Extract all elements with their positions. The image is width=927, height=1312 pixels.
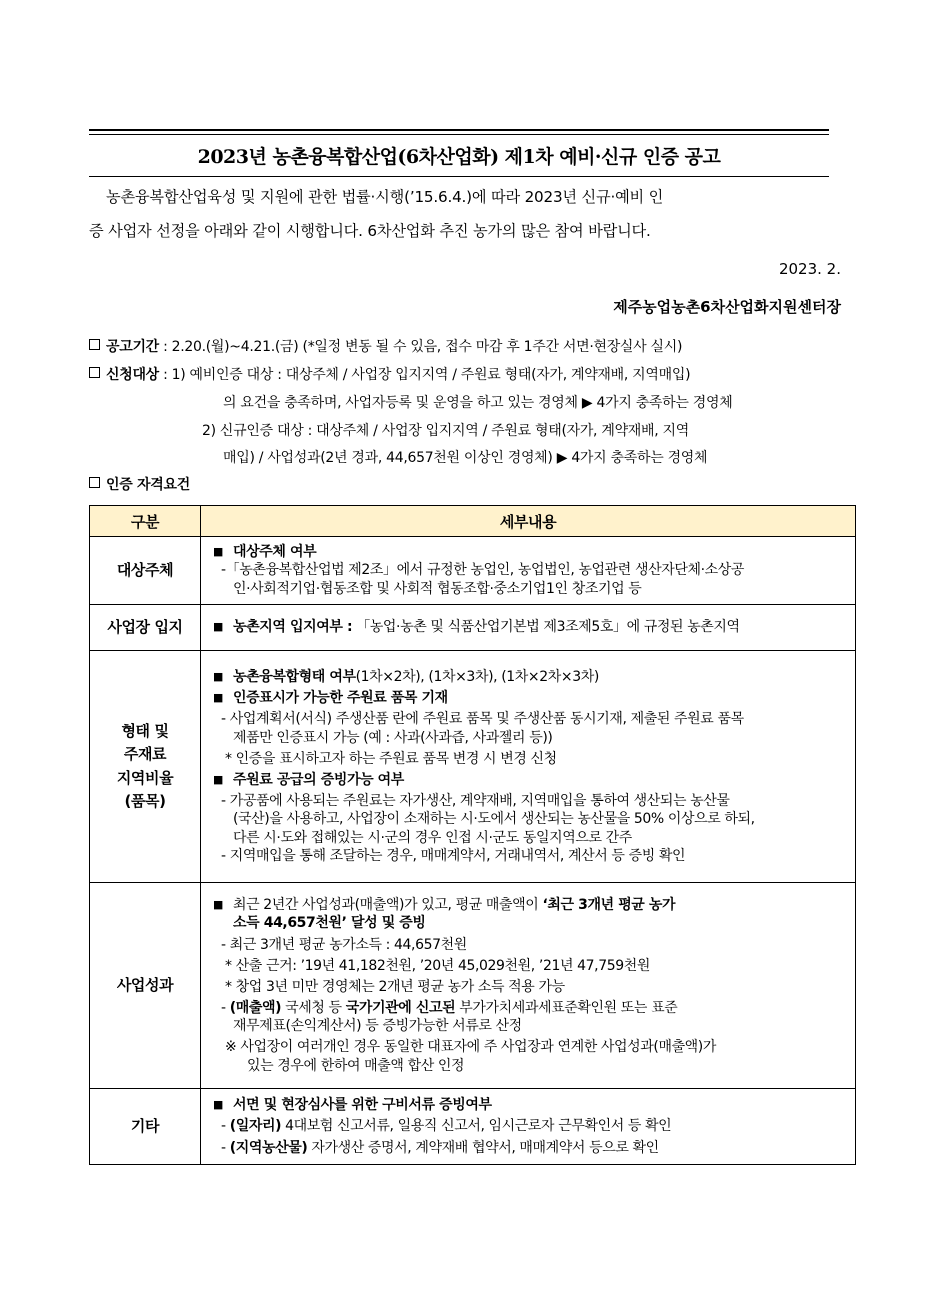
checkbox-icon [89, 339, 100, 350]
row-category: 사업성과 [90, 883, 201, 1089]
bullet-item [213, 896, 847, 914]
intro-line-1: 농촌융복합산업육성 및 지원에 관한 법률·시행(’15.6.4.)에 따라 2023년 신규·예비 인 [106, 188, 664, 206]
bullet-item: ■ 인증표시가 가능한 주원료 품목 기재 [213, 689, 847, 707]
checkbox-icon [89, 477, 100, 488]
detail-line: 재무제표(손익계산서) 등 증빙가능한 서류로 산정 [233, 1018, 522, 1035]
detail-text: 국세청 등 [281, 1000, 346, 1017]
detail-line: (국산)을 사용하고, 사업장이 소재하는 시·도에서 생산되는 농산물을 50% 이상으로 하되, [233, 811, 755, 828]
detail-bold: (지역농산물) [229, 1139, 308, 1156]
title-top-rule-thin [89, 134, 829, 135]
bullet-text: 최근 2년간 사업성과(매출액)가 있고, 평균 매출액이 [233, 897, 539, 914]
table-row [90, 1089, 856, 1165]
requirements-label: 인증 자격요건 [106, 477, 190, 493]
detail-line: -「농촌융복합산업법 제2조」에서 규정한 농업인, 농업법인, 농업관련 생산자단체·소상공 [221, 562, 745, 579]
period-label: 공고기간 [106, 339, 159, 355]
detail-note: 있는 경우에 한하여 매출액 합산 인정 [247, 1057, 465, 1074]
detail-line: - 최근 3개년 평균 농가소득 : 44,657천원 [221, 936, 467, 953]
issuer-organization: 제주농업농촌6차산업화지원센터장 [613, 298, 841, 316]
header-category: 구분 [90, 506, 201, 537]
target-line-4: 매입) / 사업성과(2년 경과, 44,657천원 이상인 경영체) ▶ 4가지 충족하는 경영체 [223, 450, 708, 466]
table-row [90, 605, 856, 651]
row-category: 기타 [90, 1089, 201, 1165]
category-line: 형태 및 [121, 722, 169, 740]
bullet-text: 「농업·농촌 및 식품산업기본법 제3조제5호」에 규정된 농촌지역 [352, 619, 740, 636]
page-title: 2023년 농촌융복합산업(6차산업화) 제1차 예비·신규 인증 공고 [197, 146, 721, 168]
period-text: : 2.20.(월)~4.21.(금) (*일정 변동 될 수 있음, 접수 마감 후 1주간 서면·현장실사 실시) [163, 339, 683, 355]
requirements-table [89, 505, 856, 1165]
detail-bold: (매출액) [229, 1000, 282, 1017]
row-detail [201, 537, 856, 605]
title-bottom-rule [89, 176, 829, 177]
detail-line: 다른 시·도와 접해있는 시·군의 경우 인접 시·군도 동일지역으로 간주 [233, 829, 632, 846]
intro-line-2: 증 사업자 선정을 아래와 같이 시행합니다. 6차산업화 추진 농가의 많은 참여 바랍니다. [89, 222, 651, 240]
detail-note: ※ 사업장이 여러개인 경우 동일한 대표자에 주 사업장과 연계한 사업성과(매출액)가 [225, 1039, 716, 1056]
bullet-continuation: 소득 44,657천원’ 달성 및 증빙 [233, 915, 426, 932]
detail-line: - (매출액) 국세청 등 국가기관에 신고된 부가가치세과세표준확인원 또는 표준 [221, 1000, 678, 1017]
row-detail [201, 883, 856, 1089]
bullet-item: ■ 서면 및 현장심사를 위한 구비서류 증빙여부 [213, 1096, 847, 1114]
row-detail [201, 605, 856, 651]
section-requirements [89, 474, 190, 494]
row-detail [201, 651, 856, 883]
row-detail [201, 1089, 856, 1165]
detail-line: - (일자리) 4대보험 신고서류, 일용직 신고서, 임시근로자 근무확인서 등 확인 [221, 1118, 672, 1135]
section-period [89, 336, 682, 356]
table-row [90, 883, 856, 1089]
detail-line: - (지역농산물) 자가생산 증명서, 계약재배 협약서, 매매계약서 등으로 확인 [221, 1139, 659, 1156]
bullet-item [213, 618, 847, 636]
detail-text: 4대보험 신고서류, 일용직 신고서, 임시근로자 근무확인서 등 확인 [281, 1118, 672, 1135]
category-line: (품목) [124, 791, 166, 810]
detail-line: 제품만 인증표시 가능 (예 : 사과(사과즙, 사과젤리 등)) [233, 729, 553, 746]
bullet-item [213, 668, 847, 686]
detail-text: 부가가치세과세표준확인원 또는 표준 [455, 1000, 678, 1017]
row-category: 대상주체 [90, 537, 201, 605]
row-category: 사업장 입지 [90, 605, 201, 651]
detail-line: - 지역매입을 통해 조달하는 경우, 매매계약서, 거래내역서, 계산서 등 증빙 확인 [221, 847, 686, 864]
detail-line: - 사업계획서(서식) 주생산품 란에 주원료 품목 및 주생산품 동시기재, 제출된 주원료 품목 [221, 711, 744, 728]
table-row [90, 651, 856, 883]
detail-note: * 창업 3년 미만 경영체는 2개년 평균 농가 소득 적용 가능 [225, 978, 565, 995]
target-line-2: 의 요건을 충족하며, 사업자등록 및 운영을 하고 있는 경영체 ▶ 4가지 충족하는 경영체 [223, 395, 733, 411]
detail-bold: (일자리) [229, 1118, 282, 1135]
target-line-1: : 1) 예비인증 대상 : 대상주체 / 사업장 입지지역 / 주원료 형태(자가, 계약재배, 지역매입) [163, 367, 691, 383]
bullet-bold: 농촌융복합형태 여부 [233, 669, 356, 686]
category-line: 주재료 [123, 745, 167, 764]
row-category [90, 651, 201, 883]
detail-note: * 인증을 표시하고자 하는 주원료 품목 변경 시 변경 신청 [225, 750, 557, 767]
category-line: 지역비율 [116, 768, 174, 787]
header-detail: 세부내용 [201, 506, 856, 537]
target-line-3: 2) 신규인증 대상 : 대상주체 / 사업장 입지지역 / 주원료 형태(자가, 계약재배, 지역 [202, 423, 690, 439]
bullet-bold: 농촌지역 입지여부 : [233, 619, 353, 636]
detail-line: 인·사회적기업·협동조합 및 사회적 협동조합·중소기업1인 창조기업 등 [233, 580, 642, 597]
detail-note: * 산출 근거: ’19년 41,182천원, ’20년 45,029천원, ’21년 47,759천원 [225, 957, 650, 974]
title-top-rule [89, 129, 829, 131]
bullet-item: ■ 주원료 공급의 증빙가능 여부 [213, 771, 847, 789]
bullet-bold: ‘최근 3개년 평균 농가 [542, 897, 676, 914]
bullet-text: (1차×2차), (1차×3차), (1차×2차×3차) [355, 669, 599, 686]
checkbox-icon [89, 367, 100, 378]
table-header-row [90, 506, 856, 537]
announcement-date: 2023. 2. [778, 260, 841, 278]
detail-line: - 가공품에 사용되는 주원료는 자가생산, 계약재배, 지역매입을 통하여 생산되는 농산물 [221, 793, 730, 810]
section-target [89, 364, 690, 384]
bullet-item: ■ 대상주체 여부 [213, 543, 847, 561]
detail-text: 자가생산 증명서, 계약재배 협약서, 매매계약서 등으로 확인 [307, 1139, 659, 1156]
target-label: 신청대상 [106, 367, 159, 383]
detail-bold: 국가기관에 신고된 [345, 1000, 456, 1017]
table-row [90, 537, 856, 605]
